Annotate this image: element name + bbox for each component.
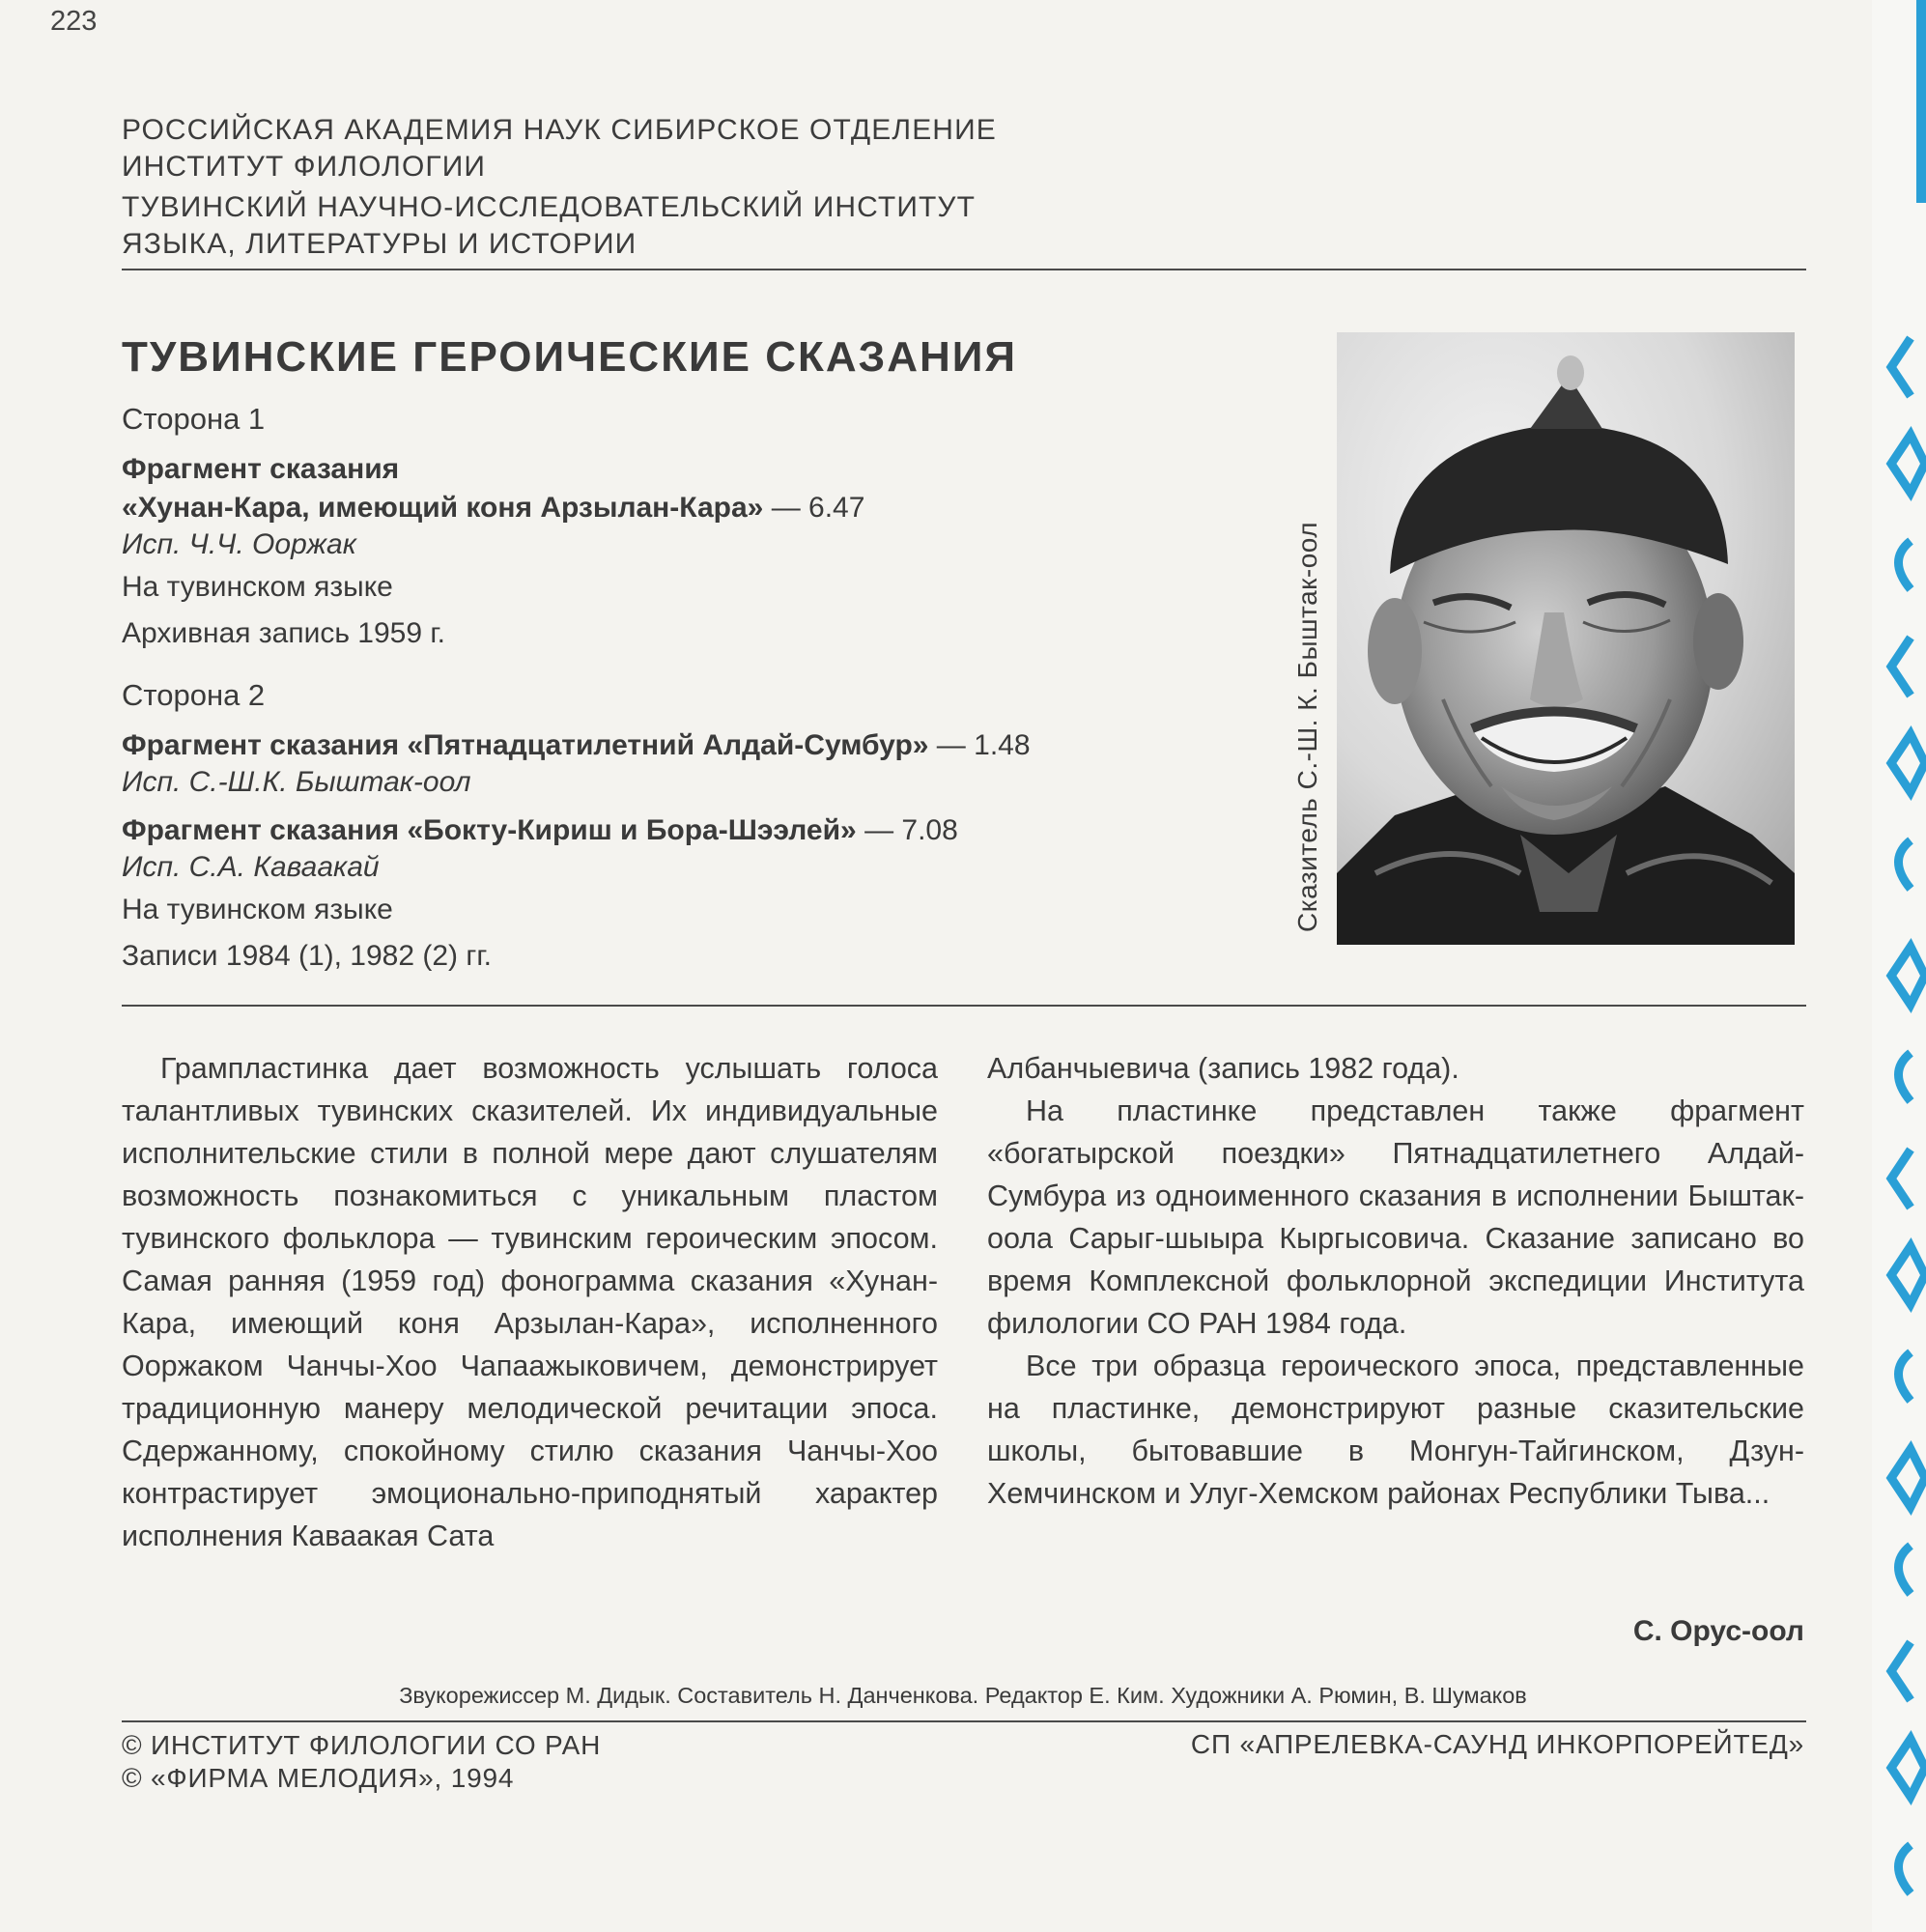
- side2-track1-title: [122, 726, 1232, 765]
- publisher: СП «АПРЕЛЕВКА-САУНД ИНКОРПОРЕЙТЕД»: [1190, 1729, 1804, 1759]
- decorative-border: [1872, 0, 1926, 1932]
- side1-track-duration: — 6.47: [763, 492, 865, 524]
- body-paragraph: На пластинке представлен также фрагмент «богатырской поездки» Пятнадцатилетнего Алдай-Сумбура из одноименного сказания в исполнении Быштак-оола Сарыг-шыыра Кыргысовича. Сказание записано во время Комплексной фольклорной экспедиции Института филологии СО РАН 1984 года.: [987, 1094, 1804, 1340]
- storyteller-photo: [1337, 332, 1795, 945]
- divider-bottom: [122, 1720, 1806, 1722]
- side2-label: Сторона 2: [122, 678, 266, 712]
- body-paragraph: Все три образца героического эпоса, представленные на пластинке, демонстрируют разные сказительские школы, бытовавшие в Монгун-Тайгинском, Дзун-Хемчинском и Улуг-Хемском районах Республики Тыва...: [987, 1350, 1804, 1510]
- side2-language: На тувинском языке: [122, 894, 393, 925]
- side1-performer: Исп. Ч.Ч. Ооржак: [122, 528, 356, 560]
- body-paragraph: Албанчыевича (запись 1982 года).: [987, 1052, 1459, 1085]
- author-signature: С. Орус-оол: [1632, 1615, 1804, 1647]
- body-paragraph: Грампластинка дает возможность услышать голоса талантливых тувинских сказителей. Их индивидуальные исполнительские стили в полной мере дают слушателям возможность познакомиться с уникальным пластом тувинского фольклора — тувинским героическим эпосом. Самая ранняя (1959 год) фонограмма сказания «Хунан-Кара, имеющий коня Арзылан-Кара», исполненного Ооржаком Чанчы-Хоо Чапаажыковичем, демонстрирует традиционную манеру мелодической речитации эпоса. Сдержанному, спокойному стилю сказания Чанчы-Хоо контрастирует эмоционально-приподнятый характер исполнения Каваакая Сата: [122, 1052, 938, 1552]
- divider-middle: [122, 1005, 1806, 1007]
- storyteller-portrait-image: [1337, 332, 1795, 945]
- side1-track-title: [122, 450, 1232, 527]
- side2-track1-duration: — 1.48: [928, 729, 1031, 761]
- side1-recording: Архивная запись 1959 г.: [122, 617, 445, 649]
- divider-top: [122, 269, 1806, 270]
- side2-track1-name: Фрагмент сказания «Пятнадцатилетний Алдай-Сумбур»: [122, 729, 929, 761]
- side2-track2-name: Фрагмент сказания «Бокту-Кириш и Бора-Шээлей»: [122, 814, 857, 846]
- institute-line: ЯЗЫКА, ЛИТЕРАТУРЫ И ИСТОРИИ: [122, 228, 637, 260]
- ornament-pattern-icon: [1872, 0, 1926, 1932]
- page-number: 223: [50, 6, 98, 37]
- side1-label: Сторона 1: [122, 402, 266, 436]
- photo-caption-text: Сказитель С.-Ш. К. Быштак-оол: [1292, 521, 1322, 932]
- institute-line: ТУВИНСКИЙ НАУЧНО-ИССЛЕДОВАТЕЛЬСКИЙ ИНСТИТУТ: [122, 191, 976, 223]
- side2-track2-duration: — 7.08: [856, 814, 958, 846]
- side2-track1-performer: Исп. С.-Ш.К. Быштак-оол: [122, 766, 471, 798]
- institute-line: РОССИЙСКАЯ АКАДЕМИЯ НАУК СИБИРСКОЕ ОТДЕЛЕНИЕ: [122, 114, 997, 146]
- body-column-left: [122, 1047, 938, 1557]
- copyright-line: © «ФИРМА МЕЛОДИЯ», 1994: [122, 1763, 515, 1793]
- production-credits: Звукорежиссер М. Дидык. Составитель Н. Данченкова. Редактор Е. Ким. Художники А. Рюмин, В. Шумаков: [399, 1683, 1527, 1708]
- side2-track2-title: [122, 811, 1232, 850]
- side2-recording: Записи 1984 (1), 1982 (2) гг.: [122, 940, 492, 972]
- institute-line: ИНСТИТУТ ФИЛОЛОГИИ: [122, 151, 487, 183]
- side1-track-title-line2: [122, 489, 1232, 527]
- copyright-line: © ИНСТИТУТ ФИЛОЛОГИИ СО РАН: [122, 1730, 602, 1760]
- track-listing: [122, 396, 1232, 978]
- side1-language: На тувинском языке: [122, 571, 393, 603]
- side1-track-title-line1: Фрагмент сказания: [122, 453, 400, 485]
- album-title: ТУВИНСКИЕ ГЕРОИЧЕСКИЕ СКАЗАНИЯ: [122, 333, 1018, 381]
- side2-track2-performer: Исп. С.А. Каваакай: [122, 851, 380, 883]
- institutes-header: [122, 112, 997, 263]
- copyright-block: [122, 1729, 601, 1795]
- body-column-right: [987, 1047, 1804, 1515]
- side1-track-name: «Хунан-Кара, имеющий коня Арзылан-Кара»: [122, 492, 764, 524]
